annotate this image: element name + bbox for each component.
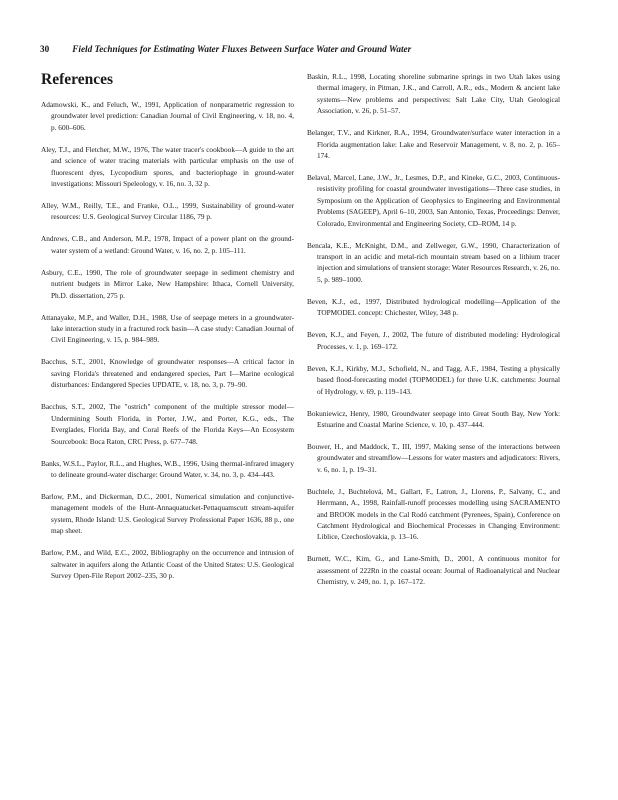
reference-entry: Beven, K.J., and Feyen, J., 2002, The future of distributed modeling: Hydrological Processes, v. 1, p. 169–172. <box>307 330 560 351</box>
reference-entry: Baskin, R.L., 1998, Locating shoreline submarine springs in two Utah lakes using thermal imagery, in Pitman, J.K., and Carroll, A.R., eds., Modern & ancient lake systems—New problems and perspectives: Salt Lake City, Utah Geological Association, v. 26, p. 51–57. <box>307 72 560 116</box>
reference-entry: Alley, W.M., Reilly, T.E., and Franke, O.L., 1999, Sustainability of ground-water resources: U.S. Geological Survey Circular 1186, 79 p. <box>41 201 294 222</box>
reference-entry: Beven, K.J., ed., 1997, Distributed hydrological modelling—Application of the TOPMODEL concept: Chichester, Wiley, 348 p. <box>307 296 560 318</box>
running-header <box>40 44 580 58</box>
reference-entry: Barlow, P.M., and Dickerman, D.C., 2001, Numerical simulation and conjunctive-management models of the Hunt-Annaquatucket-Pettaquamscutt stream-aquifer system, Rhode Island: U.S. Geological Survey Professional Paper 1636, 88 p., one map sheet. <box>41 491 294 536</box>
reference-entry: Aley, T.J., and Fletcher, M.W., 1976, The water tracer's cookbook—A guide to the art and science of water tracing materials with particular emphasis on the use of fluorescent dyes, Lycopodium spores, and bacteriophage in ground-water investigations: Missouri Speleology, v. 16, no. 3, 32 p. <box>41 144 294 189</box>
section-title: References <box>41 71 114 88</box>
reference-entry: Belaval, Marcel, Lane, J.W., Jr., Lesmes, D.P., and Kineke, G.C., 2003, Continuous-resistivity profiling for coastal groundwater investigations—Three case studies, in Symposium on the Application of Geophysics to Engineering and Environmental Problems (SAGEEP), April 6–10, 2003, San Antonio, Texas, Proceedings: Denver, Colorado, Environmental and Engineering Society, CD–ROM, 14 p. <box>307 173 560 228</box>
reference-entry: Adamowski, K., and Feluch, W., 1991, Application of nonparametric regression to groundwater level prediction: Canadian Journal of Civil Engineering, v. 18, no. 4, p. 600–606. <box>41 100 294 132</box>
reference-entry: Bouwer, H., and Maddock, T., III, 1997, Making sense of the interactions between groundwater and streamflow—Lessons for water masters and adjudicators: Rivers, v. 6, no. 1, p. 19–31. <box>307 441 560 474</box>
reference-entry: Attanayake, M.P., and Waller, D.H., 1988, Use of seepage meters in a groundwater-lake interaction study in a fractured rock basin—A case study: Canadian Journal of Civil Engineering, v. 15, p. 984–989. <box>41 312 294 345</box>
left-column <box>41 71 294 592</box>
reference-entry: Barlow, P.M., and Wild, E.C., 2002, Bibliography on the occurrence and intrusion of saltwater in aquifers along the Atlantic Coast of the United States: U.S. Geological Survey Open-File Report 2002–235, 30 p. <box>41 548 294 580</box>
running-title: Field Techniques for Estimating Water Fluxes Between Surface Water and Ground Water <box>72 44 412 54</box>
reference-entry: Belanger, T.V., and Kirkner, R.A., 1994, Groundwater/surface water interaction in a Florida augmentation lake: Lake and Reservoir Management, v. 8, no. 2, p. 165–174. <box>307 128 560 161</box>
reference-entry: Burnett, W.C., Kim, G., and Lane-Smith, D., 2001, A continuous monitor for assessment of 222Rn in the coastal ocean: Journal of Radioanalytical and Nuclear Chemistry, v. 249, no. 1, p. 167–172. <box>307 554 560 587</box>
reference-entry: Beven, K.J., Kirkby, M.J., Schofield, N., and Tagg, A.F., 1984, Testing a physically based flood-forecasting model (TOPMODEL) for three U.K. catchments: Journal of Hydrology, v. 69, p. 119–143. <box>307 363 560 396</box>
reference-entry: Bacchus, S.T., 2002, The "ostrich" component of the multiple stressor model—Undermining South Florida, in Porter, J.W., and Porter, K.G., eds., The Everglades, Florida Bay, and Coral Reefs of the Florida Keys—An Ecosystem Sourcebook: Boca Raton, CRC Press, p. 677–748. <box>41 402 294 446</box>
reference-entry: Asbury, C.E., 1990, The role of groundwater seepage in sediment chemistry and nutrient budgets in Mirror Lake, New Hampshire: Ithaca, Cornell University, Ph.D. dissertation, 275 p. <box>41 267 294 300</box>
reference-entry: Bokuniewicz, Henry, 1980, Groundwater seepage into Great South Bay, New York: Estuarine and Coastal Marine Science, v. 10, p. 437–444. <box>307 408 560 429</box>
page-number: 30 <box>40 44 50 54</box>
reference-entry: Andrews, C.B., and Anderson, M.P., 1978, Impact of a power plant on the ground-water system of a wetland: Ground Water, v. 16, no. 2, p. 105–111. <box>41 234 294 255</box>
reference-entry: Bacchus, S.T., 2001, Knowledge of groundwater responses—A critical factor in saving Florida's threatened and endangered species, Part I—Marine ecological disturbances: Endangered Species UPDATE, v. 18, no. 3, p. 79–90. <box>41 357 294 390</box>
reference-entry: Banks, W.S.L., Paylor, R.L., and Hughes, W.B., 1996, Using thermal-infrared imagery to delineate ground-water discharge: Ground Water, v. 34, no. 3, p. 434–443. <box>41 458 294 479</box>
reference-entry: Buchtele, J., Buchtelová, M., Gallart, F., Latron, J., Llorens, P., Salvany, C., and Herrmann, A., 1998, Rainfall-runoff processes modelling using SACRAMENTO and BROOK models in the Cal Rodó catchment (Pyrenees, Spain), Conference on Catchment Hydrological and Biochemical Processes in Changing Environment: Liblice, Czechoslovakia, p. 13–16. <box>307 486 560 542</box>
right-column <box>307 71 560 598</box>
reference-entry: Bencala, K.E., McKnight, D.M., and Zellweger, G.W., 1990, Characterization of transport in an acidic and metal-rich mountain stream based on a lithium tracer injection and simulations of transient storage: Water Resources Research, v. 26, no. 5, p. 989–1000. <box>307 240 560 284</box>
